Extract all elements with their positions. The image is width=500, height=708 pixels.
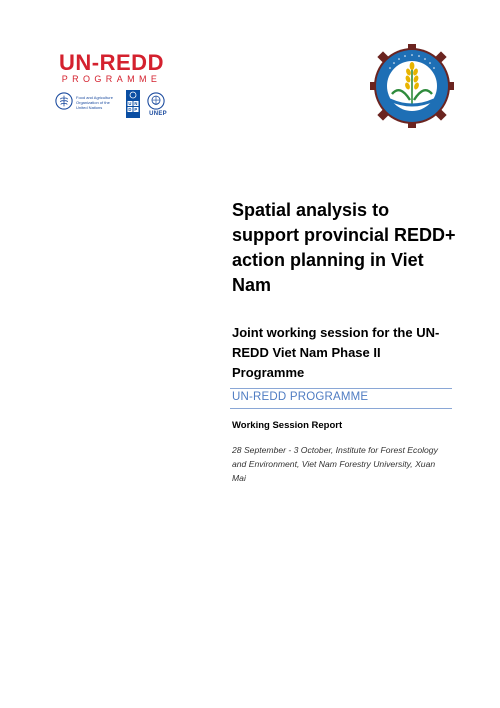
unredd-logo [54, 52, 169, 127]
report-type: Working Session Report [232, 420, 343, 431]
unredd-wordmark: UN-REDD [59, 50, 164, 75]
document-title [232, 198, 472, 298]
fao-emblem-icon [55, 92, 73, 110]
document-subtitle [232, 323, 457, 383]
event-details [232, 443, 457, 485]
svg-text:P: P [134, 107, 138, 112]
title-line: Spatial analysis to [232, 200, 390, 220]
subtitle-line: Joint working session for the UN- [232, 325, 440, 340]
divider [230, 408, 452, 409]
undp-logo-icon [126, 90, 140, 118]
unep-name: UNEP [149, 111, 167, 117]
title-line: Nam [232, 275, 272, 295]
unredd-programme-wordmark: PROGRAMME [61, 74, 162, 84]
unep-emblem-icon [147, 92, 165, 110]
svg-text:U: U [128, 101, 132, 106]
event-line: 28 September - 3 October, Institute for Forest Ecology [232, 445, 438, 455]
svg-text:D: D [128, 107, 132, 112]
title-line: support provincial REDD+ [232, 225, 456, 245]
ministry-seal-icon [370, 44, 454, 128]
title-line: action planning in Viet [232, 250, 424, 270]
event-line: and Environment, Viet Nam Forestry University, Xuan [232, 459, 436, 469]
subtitle-line: Programme [232, 365, 305, 380]
fao-name: Food and Agriculture Organization of the United Nations [76, 95, 113, 110]
event-line: Mai [232, 473, 246, 483]
divider [230, 388, 452, 389]
ministry-seal-logo [370, 44, 454, 128]
subtitle-line: REDD Viet Nam Phase II [232, 345, 381, 360]
svg-text:N: N [134, 101, 138, 106]
programme-label: UN-REDD PROGRAMME [232, 391, 369, 403]
